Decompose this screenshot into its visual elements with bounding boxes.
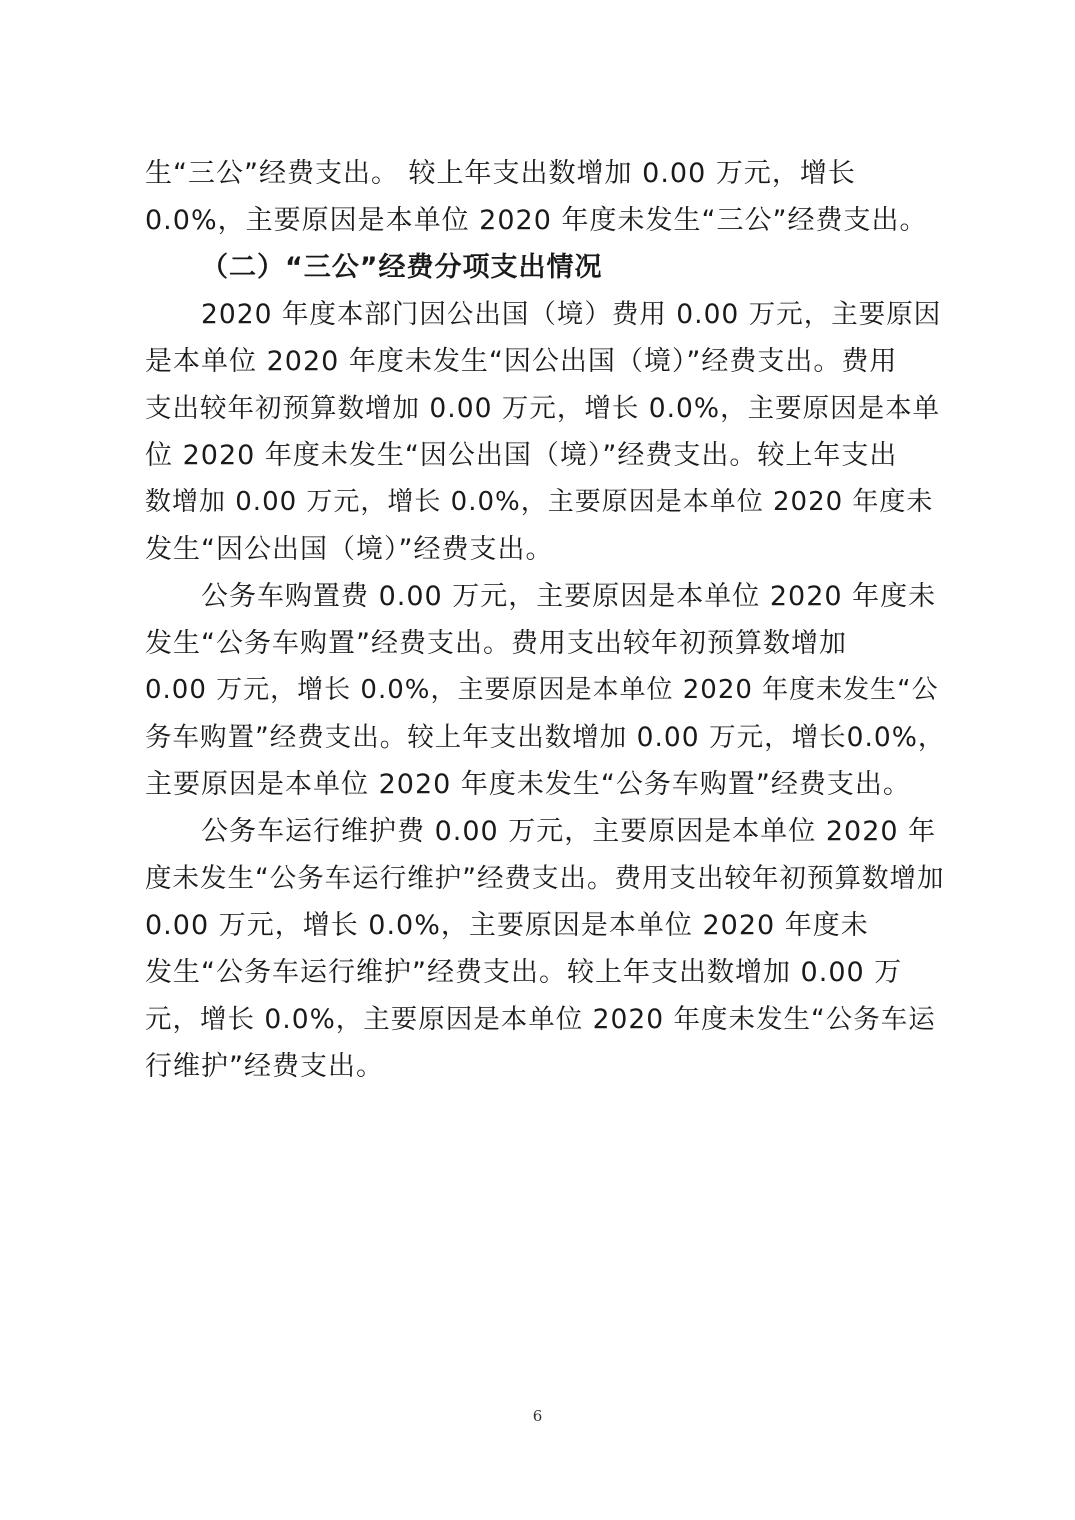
text-line-1: 生“三公”经费支出。 较上年支出数增加 0.00 万元，增长 [145,158,856,189]
text-line-9: 发生“因公出国（境）”经费支出。 [145,534,554,565]
text-line-20: 行维护”经费支出。 [145,1051,384,1082]
text-line-11: 发生“公务车购置”经费支出。费用支出较年初预算数增加 [145,628,847,659]
text-line-18: 发生“公务车运行维护”经费支出。较上年支出数增加 0.00 万 [145,957,903,988]
text-line-10: 公务车购置费 0.00 万元，主要原因是本单位 2020 年度未 [201,581,937,612]
text-line-2: 0.0%，主要原因是本单位 2020 年度未发生“三公”经费支出。 [145,205,928,236]
section-heading: （二）“三公”经费分项支出情况 [201,252,603,283]
text-line-13: 务车购置”经费支出。较上年支出数增加 0.00 万元，增长0.0%， [145,722,946,753]
text-line-4: 2020 年度本部门因公出国（境）费用 0.00 万元，主要原因 [201,299,942,330]
text-line-5: 是本单位 2020 年度未发生“因公出国（境）”经费支出。费用 [145,346,898,377]
page-number: 6 [532,1407,543,1425]
text-line-16: 度未发生“公务车运行维护”经费支出。费用支出较年初预算数增加 [145,863,945,894]
body-text [145,150,945,1090]
text-line-12: 0.00 万元，增长 0.0%，主要原因是本单位 2020 年度未发生“公 [145,675,939,705]
text-line-8: 数增加 0.00 万元，增长 0.0%，主要原因是本单位 2020 年度未 [145,487,934,517]
text-line-7: 位 2020 年度未发生“因公出国（境）”经费支出。较上年支出 [145,440,898,471]
text-line-6: 支出较年初预算数增加 0.00 万元，增长 0.0%，主要原因是本单 [145,393,941,424]
text-line-17: 0.00 万元，增长 0.0%，主要原因是本单位 2020 年度未 [145,910,869,941]
text-line-14: 主要原因是本单位 2020 年度未发生“公务车购置”经费支出。 [145,769,911,800]
text-line-19: 元，增长 0.0%，主要原因是本单位 2020 年度未发生“公务车运 [145,1004,936,1035]
text-line-15: 公务车运行维护费 0.00 万元，主要原因是本单位 2020 年 [201,816,937,847]
